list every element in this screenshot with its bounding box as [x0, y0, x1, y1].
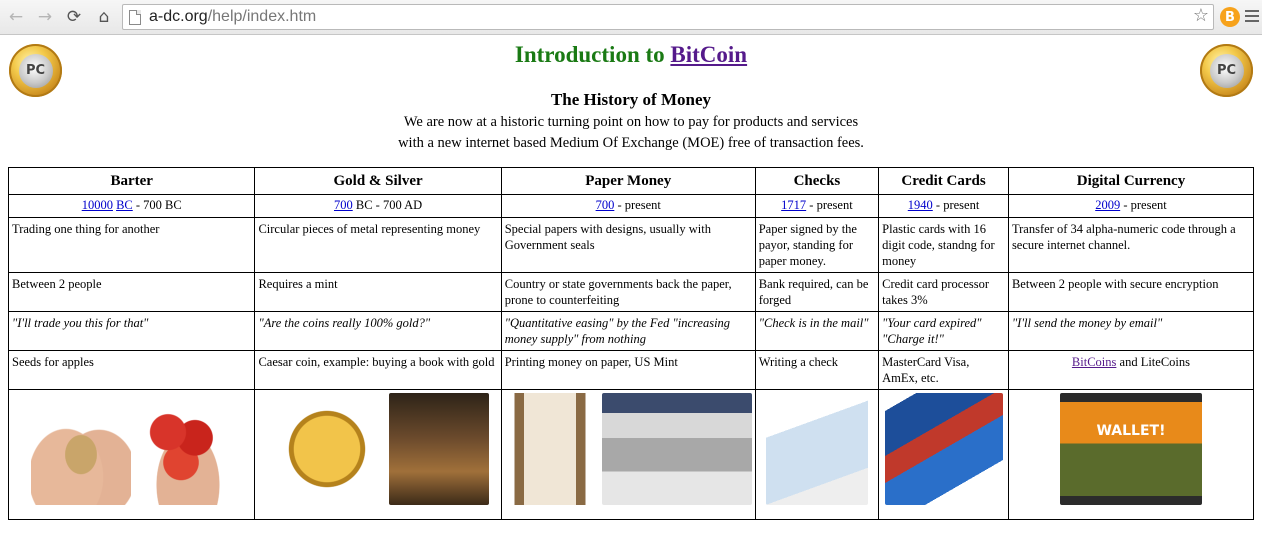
intro-line-1: We are now at a historic turning point on how to pay for products and services — [403, 114, 859, 130]
quote-cell: "Are the coins really 100% gold?" — [255, 312, 501, 351]
bitcoins-link[interactable]: BitCoins — [1071, 355, 1117, 369]
date-link[interactable]: 700 — [333, 198, 353, 212]
requirement-cell: Bank required, can be forged — [755, 273, 878, 312]
requirement-cell: Between 2 people — [9, 273, 255, 312]
bitcoin-wallet-phone-image — [1060, 393, 1202, 505]
date-link[interactable]: 1940 — [907, 198, 933, 212]
requirement-cell: Country or state governments back the paper, prone to counterfeiting — [501, 273, 755, 312]
quote-cell: "I'll trade you this for that" — [9, 312, 255, 351]
requirement-cell: Requires a mint — [255, 273, 501, 312]
quote-cell: "Quantitative easing" by the Fed "increasing money supply" from nothing — [501, 312, 755, 351]
date-link[interactable]: 10000 — [81, 198, 113, 212]
requirement-cell: Between 2 people with secure encryption — [1008, 273, 1253, 312]
example-cell: Writing a check — [755, 351, 878, 390]
page-icon — [129, 10, 141, 25]
us-mint-image — [602, 393, 752, 505]
description-cell: Circular pieces of metal representing money — [255, 218, 501, 273]
image-row — [9, 390, 1254, 520]
column-header: Barter — [9, 168, 255, 195]
example-row — [9, 351, 1254, 390]
column-header: Checks — [755, 168, 878, 195]
apples-hands-image — [133, 393, 233, 505]
home-icon[interactable]: ⌂ — [98, 7, 110, 27]
description-cell: Trading one thing for another — [9, 218, 255, 273]
date-row — [9, 195, 1254, 218]
example-cell: MasterCard Visa, AmEx, etc. — [879, 351, 1009, 390]
example-cell: Caesar coin, example: buying a book with gold — [255, 351, 501, 390]
quote-row — [9, 312, 1254, 351]
description-cell: Transfer of 34 alpha-numeric code through a secure internet channel. — [1008, 218, 1253, 273]
description-cell: Paper signed by the payor, standing for paper money. — [755, 218, 878, 273]
date-cell: 700 BC - 700 AD — [255, 195, 501, 218]
date-link[interactable]: 700 — [595, 198, 615, 212]
back-icon[interactable]: ← — [8, 7, 24, 27]
intro-line-2: with a new internet based Medium Of Exchange (MOE) free of transaction fees. — [398, 135, 864, 151]
printing-press-image — [505, 393, 600, 505]
history-table — [8, 167, 1254, 520]
example-cell: Seeds for apples — [9, 351, 255, 390]
date-cell: 700 - present — [501, 195, 755, 218]
description-cell: Special papers with designs, usually with Government seals — [501, 218, 755, 273]
writing-check-image — [766, 393, 868, 505]
credit-cards-image — [885, 393, 1003, 505]
image-cell — [501, 390, 755, 520]
date-cell: 1940 - present — [879, 195, 1009, 218]
description-cell: Plastic cards with 16 digit code, standng for money — [879, 218, 1009, 273]
page-subtitle: The History of Money — [550, 90, 712, 109]
image-cell — [879, 390, 1009, 520]
browser-toolbar — [0, 0, 1262, 35]
quote-cell: "I'll send the money by email" — [1008, 312, 1253, 351]
bitcoin-title-link[interactable]: BitCoin — [670, 42, 748, 67]
page-title: Introduction to BitCoin — [514, 42, 748, 67]
example-cell: BitCoins and LiteCoins — [1008, 351, 1253, 390]
requirement-row — [9, 273, 1254, 312]
intro-text — [0, 112, 1262, 154]
quote-cell: "Your card expired" "Charge it!" — [879, 312, 1009, 351]
date-link[interactable]: 2009 — [1095, 198, 1121, 212]
bitcoin-extension-icon[interactable]: B — [1220, 7, 1240, 27]
url-text[interactable]: a-dc.org/help/index.htm — [149, 8, 317, 25]
date-cell: 1717 - present — [755, 195, 878, 218]
column-header: Credit Cards — [879, 168, 1009, 195]
column-header: Paper Money — [501, 168, 755, 195]
header-row — [9, 168, 1254, 195]
bookmark-star-icon[interactable]: ☆ — [1192, 5, 1209, 26]
reload-icon[interactable]: ⟳ — [66, 7, 82, 27]
caesar-coin-image — [267, 393, 387, 505]
image-cell — [1008, 390, 1253, 520]
image-cell — [9, 390, 255, 520]
quote-cell: "Check is in the mail" — [755, 312, 878, 351]
forward-icon[interactable]: → — [37, 7, 53, 27]
requirement-cell: Credit card processor takes 3% — [879, 273, 1009, 312]
description-row — [9, 218, 1254, 273]
date-cell: 2009 - present — [1008, 195, 1253, 218]
image-cell — [255, 390, 501, 520]
column-header: Digital Currency — [1008, 168, 1253, 195]
date-link[interactable]: BC — [116, 198, 133, 212]
address-bar[interactable] — [122, 4, 1214, 30]
coin-logo-left: PC — [9, 44, 62, 97]
menu-icon[interactable] — [1245, 10, 1259, 24]
moneychanger-painting-image — [389, 393, 489, 505]
date-cell: 10000 BC - 700 BC — [9, 195, 255, 218]
image-cell — [755, 390, 878, 520]
date-link[interactable]: 1717 — [781, 198, 807, 212]
example-cell: Printing money on paper, US Mint — [501, 351, 755, 390]
column-header: Gold & Silver — [255, 168, 501, 195]
wallet-screen-text: WALLET! — [1096, 423, 1166, 439]
grain-hands-image — [31, 393, 131, 505]
coin-logo-right: PC — [1200, 44, 1253, 97]
